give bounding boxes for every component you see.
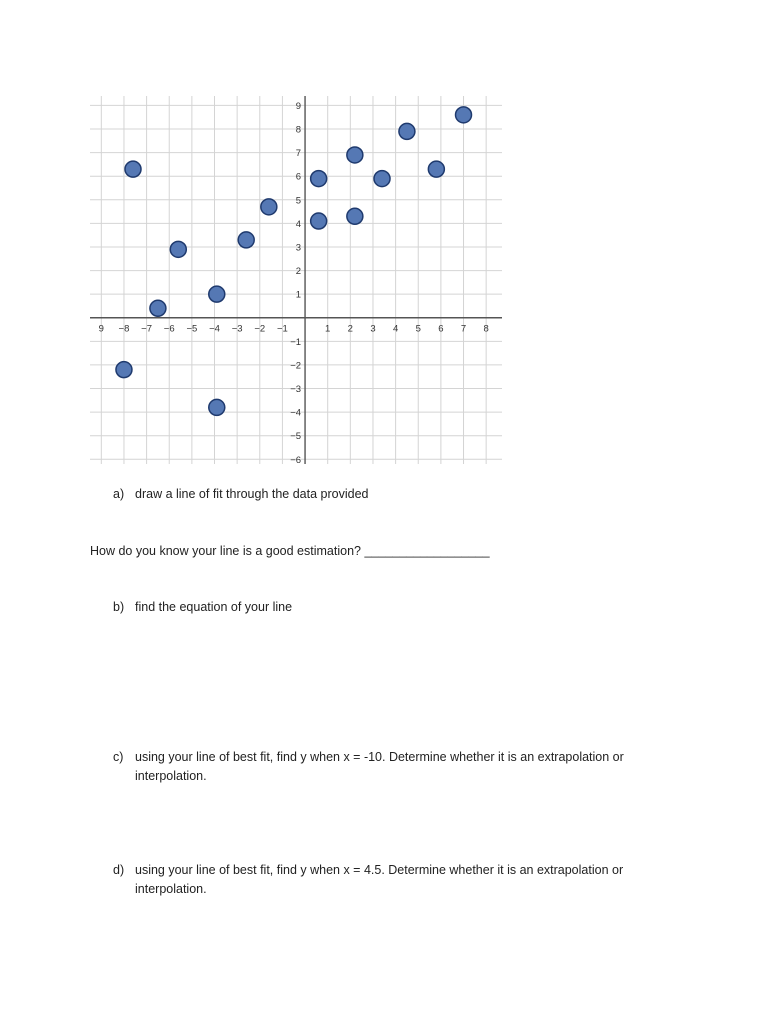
question-c-letter: c) bbox=[113, 750, 124, 764]
y-tick-label: 9 bbox=[295, 100, 302, 112]
y-tick-label: 1 bbox=[295, 289, 302, 301]
x-tick-label: 6 bbox=[438, 323, 444, 335]
data-point bbox=[374, 171, 390, 187]
data-point bbox=[311, 171, 327, 187]
data-point bbox=[347, 147, 363, 163]
x-tick-label: −6 bbox=[163, 323, 175, 335]
y-tick-label: 8 bbox=[295, 124, 302, 136]
data-point bbox=[116, 362, 132, 378]
question-c bbox=[113, 748, 683, 786]
data-point bbox=[170, 241, 186, 257]
y-tick-label: −5 bbox=[290, 431, 302, 443]
data-point bbox=[347, 208, 363, 224]
y-tick-label: −4 bbox=[290, 407, 302, 419]
question-b bbox=[113, 598, 673, 617]
y-tick-label: −1 bbox=[290, 336, 302, 348]
question-a-text: draw a line of fit through the data provided bbox=[135, 487, 369, 501]
y-tick-label: 3 bbox=[295, 242, 302, 254]
question-d bbox=[113, 861, 683, 899]
data-point bbox=[125, 161, 141, 177]
x-tick-label: −1 bbox=[276, 323, 288, 335]
question-c-text: using your line of best fit, find y when x = -10. Determine whether it is an extrapolation or interpolation. bbox=[135, 750, 624, 783]
x-tick-label: 3 bbox=[370, 323, 376, 335]
data-point bbox=[209, 286, 225, 302]
x-tick-label: 5 bbox=[415, 323, 421, 335]
x-tick-label: −4 bbox=[209, 323, 220, 335]
y-tick-label: −2 bbox=[290, 360, 302, 372]
data-point bbox=[456, 107, 472, 123]
y-tick-label: 6 bbox=[295, 171, 302, 183]
question-a bbox=[113, 485, 673, 504]
x-tick-label: 1 bbox=[325, 323, 331, 335]
question-b-text: find the equation of your line bbox=[135, 600, 293, 614]
scatter-chart bbox=[84, 90, 508, 470]
question-a-letter: a) bbox=[113, 487, 125, 501]
data-point bbox=[150, 300, 166, 316]
x-tick-label: 8 bbox=[483, 323, 489, 335]
data-point bbox=[311, 213, 327, 229]
question-d-text: using your line of best fit, find y when x = 4.5. Determine whether it is an extrapolation or interpolation. bbox=[135, 863, 624, 896]
y-tick-label: 4 bbox=[295, 218, 302, 230]
x-tick-label: 4 bbox=[392, 323, 399, 335]
data-point bbox=[261, 199, 277, 215]
estimation-question: How do you know your line is a good estimation? __________________ bbox=[90, 544, 490, 558]
x-tick-label: 9 bbox=[98, 323, 104, 335]
data-point bbox=[399, 123, 415, 139]
y-tick-label: −6 bbox=[290, 454, 302, 466]
question-b-letter: b) bbox=[113, 600, 125, 614]
y-tick-label: 2 bbox=[295, 266, 302, 278]
x-tick-label: −5 bbox=[186, 323, 198, 335]
x-tick-label: −8 bbox=[118, 323, 130, 335]
y-tick-label: 5 bbox=[295, 195, 302, 207]
x-tick-label: −7 bbox=[141, 323, 153, 335]
y-tick-label: 7 bbox=[295, 148, 302, 160]
question-d-letter: d) bbox=[113, 863, 125, 877]
data-point bbox=[238, 232, 254, 248]
y-tick-label: −3 bbox=[290, 384, 302, 396]
data-point bbox=[209, 399, 225, 415]
x-tick-label: 7 bbox=[460, 323, 467, 335]
data-point bbox=[428, 161, 444, 177]
x-tick-label: −2 bbox=[254, 323, 266, 335]
x-tick-label: 2 bbox=[347, 323, 353, 335]
x-tick-label: −3 bbox=[231, 323, 243, 335]
